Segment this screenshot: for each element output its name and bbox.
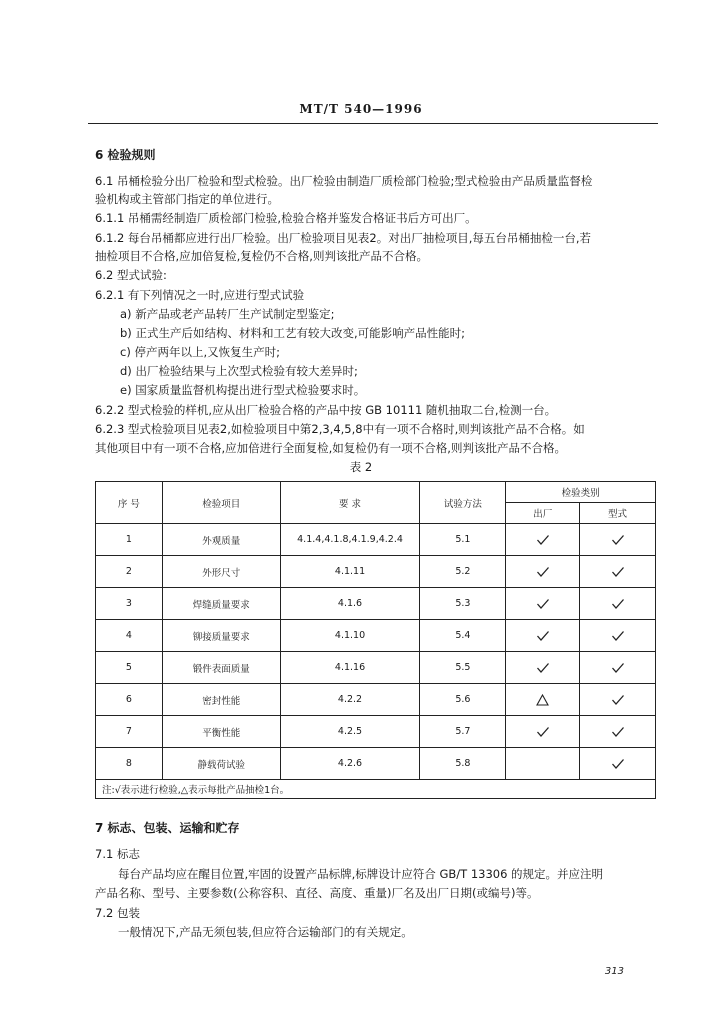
check-mark-icon bbox=[580, 598, 655, 610]
cell-type bbox=[580, 748, 656, 780]
cell-item: 焊缝质量要求 bbox=[162, 588, 280, 620]
cell-req: 4.1.4,4.1.8,4.1.9,4.2.4 bbox=[280, 524, 420, 556]
table-row bbox=[96, 556, 656, 588]
check-mark-icon bbox=[506, 630, 579, 642]
para-7-1: 7.1 标志 bbox=[95, 847, 140, 861]
para-6-1-1: 6.1.1 吊桶需经制造厂质检部门检验,检验合格并鉴发合格证书后方可出厂。 bbox=[95, 211, 477, 225]
check-mark-icon bbox=[506, 662, 579, 674]
cell-req: 4.1.10 bbox=[280, 620, 420, 652]
cell-factory bbox=[506, 620, 580, 652]
check-mark-icon bbox=[580, 630, 655, 642]
para-6-2-3-line2: 其他项目中有一项不合格,应加倍进行全面复检,如复检仍有一项不合格,则判该批产品不合格。 bbox=[95, 441, 566, 455]
check-mark-icon bbox=[506, 598, 579, 610]
table-row bbox=[96, 524, 656, 556]
cell-type bbox=[580, 524, 656, 556]
check-mark-icon bbox=[580, 758, 655, 770]
inspection-table bbox=[95, 481, 656, 799]
para-6-2: 6.2 型式试验: bbox=[95, 268, 167, 282]
cell-no: 2 bbox=[96, 556, 163, 588]
list-item-e: e) 国家质量监督机构提出进行型式检验要求时。 bbox=[120, 383, 366, 397]
cell-item: 铆接质量要求 bbox=[162, 620, 280, 652]
list-item-b: b) 正式生产后如结构、材料和工艺有较大改变,可能影响产品性能时; bbox=[120, 326, 465, 340]
cell-no: 5 bbox=[96, 652, 163, 684]
para-7-1-line2: 产品名称、型号、主要参数(公称容积、直径、高度、重量)厂名及出厂日期(或编号)等。 bbox=[95, 886, 539, 900]
check-mark-icon bbox=[506, 534, 579, 546]
cell-req: 4.1.16 bbox=[280, 652, 420, 684]
col-header-no: 序 号 bbox=[96, 482, 163, 524]
para-6-2-1: 6.2.1 有下列情况之一时,应进行型式试验 bbox=[95, 288, 305, 302]
cell-method: 5.7 bbox=[420, 716, 506, 748]
cell-method: 5.4 bbox=[420, 620, 506, 652]
cell-method: 5.5 bbox=[420, 652, 506, 684]
cell-item: 密封性能 bbox=[162, 684, 280, 716]
cell-no: 7 bbox=[96, 716, 163, 748]
table-row bbox=[96, 620, 656, 652]
para-6-1-2-line1: 6.1.2 每台吊桶都应进行出厂检验。出厂检验项目见表2。对出厂抽检项目,每五台吊桶抽检一台,若 bbox=[95, 231, 592, 245]
para-6-2-3-line1: 6.2.3 型式检验项目见表2,如检验项目中第2,3,4,5,8中有一项不合格时,则判该批产品不合格。如 bbox=[95, 422, 585, 436]
para-6-1-line1: 6.1 吊桶检验分出厂检验和型式检验。出厂检验由制造厂质检部门检验;型式检验由产品质量监督检 bbox=[95, 174, 593, 188]
cell-factory bbox=[506, 588, 580, 620]
cell-method: 5.3 bbox=[420, 588, 506, 620]
cell-req: 4.2.5 bbox=[280, 716, 420, 748]
table-row bbox=[96, 684, 656, 716]
cell-item: 锻件表面质量 bbox=[162, 652, 280, 684]
cell-factory bbox=[506, 748, 580, 780]
list-item-d: d) 出厂检验结果与上次型式检验有较大差异时; bbox=[120, 364, 358, 378]
check-mark-icon bbox=[580, 726, 655, 738]
col-header-requirement: 要 求 bbox=[280, 482, 420, 524]
cell-item: 静载荷试验 bbox=[162, 748, 280, 780]
table-row bbox=[96, 748, 656, 780]
para-7-1-line1: 每台产品均应在醒目位置,牢固的设置产品标牌,标牌设计应符合 GB/T 13306 的规定。并应注明 bbox=[118, 867, 604, 881]
cell-type bbox=[580, 620, 656, 652]
cell-method: 5.8 bbox=[420, 748, 506, 780]
cell-no: 8 bbox=[96, 748, 163, 780]
check-mark-icon bbox=[580, 694, 655, 706]
table-row bbox=[96, 652, 656, 684]
cell-type bbox=[580, 556, 656, 588]
check-mark-icon bbox=[506, 566, 579, 578]
cell-req: 4.1.6 bbox=[280, 588, 420, 620]
col-header-category: 检验类别 bbox=[506, 482, 656, 503]
cell-req: 4.2.2 bbox=[280, 684, 420, 716]
col-header-type: 型式 bbox=[580, 503, 656, 524]
list-item-c: c) 停产两年以上,又恢复生产时; bbox=[120, 345, 280, 359]
para-6-1-line2: 验机构或主管部门指定的单位进行。 bbox=[95, 192, 279, 206]
cell-factory bbox=[506, 716, 580, 748]
section-7-title: 7 标志、包装、运输和贮存 bbox=[95, 821, 240, 835]
col-header-item: 检验项目 bbox=[162, 482, 280, 524]
section-6-title: 6 检验规则 bbox=[95, 148, 156, 162]
page-number: 313 bbox=[604, 966, 624, 977]
table-note: 注:√表示进行检验,△表示每批产品抽检1台。 bbox=[96, 780, 656, 799]
col-header-factory: 出厂 bbox=[506, 503, 580, 524]
cell-item: 平衡性能 bbox=[162, 716, 280, 748]
check-mark-icon bbox=[580, 662, 655, 674]
cell-item: 外形尺寸 bbox=[162, 556, 280, 588]
para-7-2-line1: 一般情况下,产品无须包装,但应符合运输部门的有关规定。 bbox=[118, 925, 413, 939]
col-header-method: 试验方法 bbox=[420, 482, 506, 524]
cell-factory bbox=[506, 684, 580, 716]
table-caption: 表 2 bbox=[349, 460, 373, 474]
cell-no: 1 bbox=[96, 524, 163, 556]
cell-factory bbox=[506, 556, 580, 588]
table-row bbox=[96, 716, 656, 748]
cell-factory bbox=[506, 652, 580, 684]
cell-type bbox=[580, 684, 656, 716]
standard-header: MT/T 540—1996 bbox=[299, 102, 423, 116]
cell-type bbox=[580, 716, 656, 748]
cell-no: 6 bbox=[96, 684, 163, 716]
cell-no: 4 bbox=[96, 620, 163, 652]
header-rule bbox=[88, 123, 658, 124]
cell-req: 4.2.6 bbox=[280, 748, 420, 780]
cell-factory bbox=[506, 524, 580, 556]
para-6-1-2-line2: 抽检项目不合格,应加倍复检,复检仍不合格,则判该批产品不合格。 bbox=[95, 249, 428, 263]
para-7-2: 7.2 包装 bbox=[95, 906, 140, 920]
cell-type bbox=[580, 652, 656, 684]
list-item-a: a) 新产品或老产品转厂生产试制定型鉴定; bbox=[120, 307, 335, 321]
check-mark-icon bbox=[580, 534, 655, 546]
cell-no: 3 bbox=[96, 588, 163, 620]
check-mark-icon bbox=[506, 726, 579, 738]
cell-method: 5.2 bbox=[420, 556, 506, 588]
cell-method: 5.6 bbox=[420, 684, 506, 716]
check-mark-icon bbox=[580, 566, 655, 578]
cell-item: 外观质量 bbox=[162, 524, 280, 556]
cell-type bbox=[580, 588, 656, 620]
para-6-2-2: 6.2.2 型式检验的样机,应从出厂检验合格的产品中按 GB 10111 随机抽取二台,检测一台。 bbox=[95, 403, 557, 417]
cell-method: 5.1 bbox=[420, 524, 506, 556]
table-row bbox=[96, 588, 656, 620]
triangle-mark-icon bbox=[506, 694, 579, 706]
cell-req: 4.1.11 bbox=[280, 556, 420, 588]
